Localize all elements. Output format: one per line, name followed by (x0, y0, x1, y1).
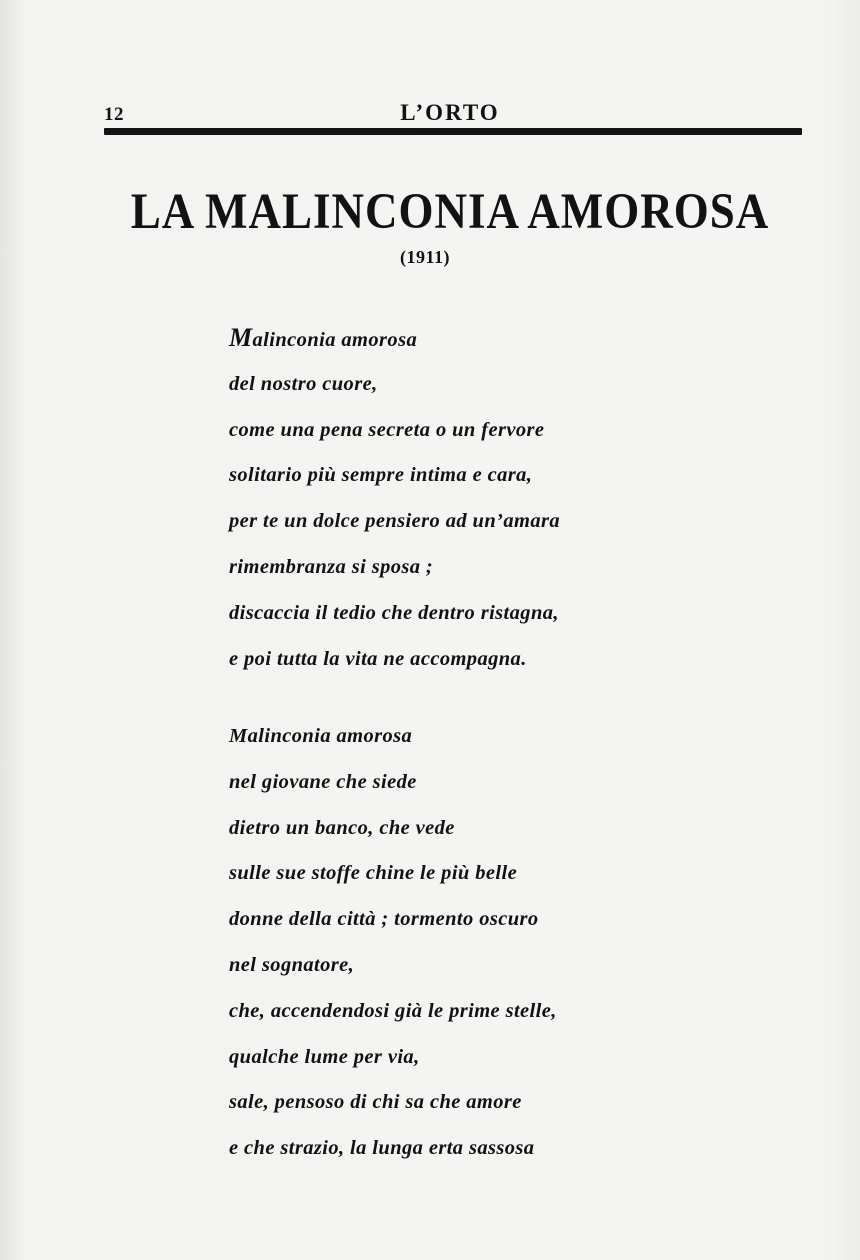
poem-title: LA MALINCONIA AMOROSA (130, 183, 770, 240)
verse-line: Malinconia amorosa (229, 725, 413, 747)
verse-line: solitario più sempre intima e cara, (229, 464, 533, 487)
header-rule (104, 128, 802, 135)
drop-initial: M (229, 323, 253, 352)
verse-line: e poi tutta la vita ne accompagna. (229, 647, 527, 670)
verse-line-text: alinconia amorosa (252, 329, 418, 351)
page-number: 12 (104, 104, 124, 125)
verse-line: donne della città ; tormento oscuro (229, 908, 539, 931)
verse-line: discaccia il tedio che dentro ristagna, (229, 601, 559, 624)
poem-year: (1911) (400, 247, 450, 267)
verse-line: come una pena secreta o un fervore (229, 418, 545, 441)
verse-line (229, 323, 789, 369)
verse-line: che, accendendosi già le prime stelle, (229, 999, 557, 1022)
verse-line: nel giovane che siede (229, 770, 417, 793)
running-head: L’ORTO (400, 100, 500, 125)
verse-line: del nostro cuore, (229, 372, 378, 395)
verse-line: sale, pensoso di chi sa che amore (229, 1091, 522, 1114)
stanza-1 (229, 323, 789, 689)
verse-line: e che strazio, la lunga erta sassosa (229, 1137, 535, 1160)
verse-line: sulle sue stoffe chine le più belle (229, 862, 518, 885)
verse-line: dietro un banco, che vede (229, 816, 455, 839)
verse-line: nel sognatore, (229, 953, 355, 976)
stanza-2 (229, 721, 789, 1179)
verse-line: qualche lume per via, (229, 1045, 420, 1068)
verse-line: per te un dolce pensiero ad un’amara (229, 510, 561, 533)
verse-line: rimembranza si sposa ; (229, 555, 434, 578)
